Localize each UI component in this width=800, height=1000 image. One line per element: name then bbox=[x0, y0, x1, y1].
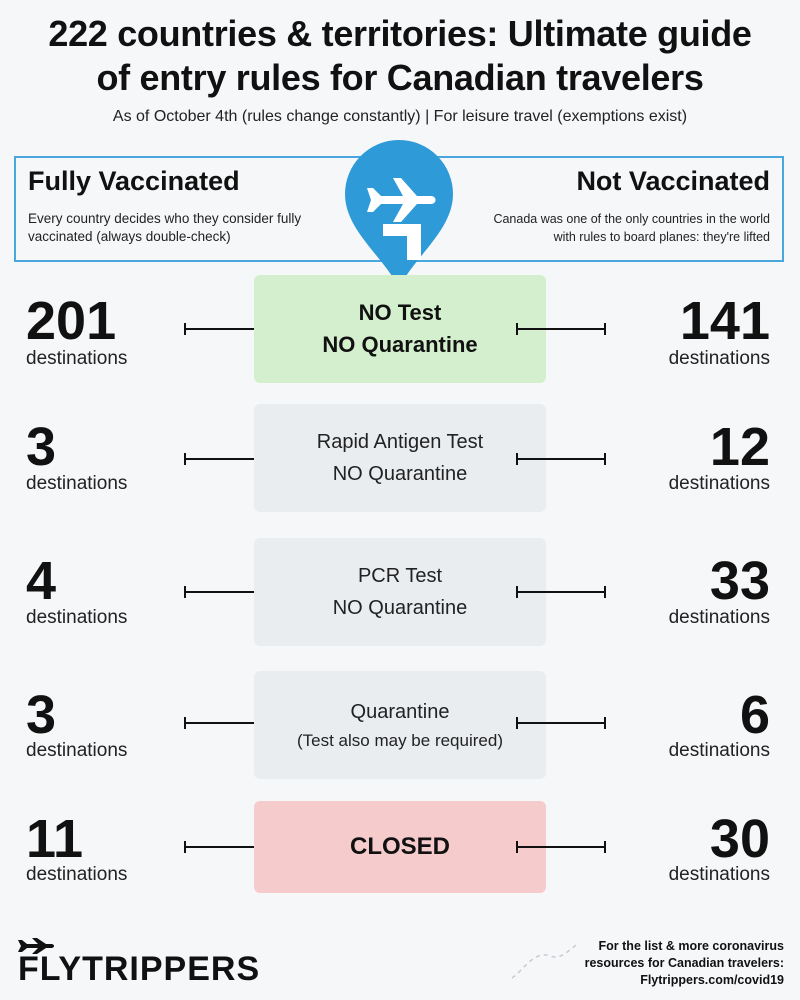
vaccinated-unit-label: destinations bbox=[26, 864, 128, 885]
unvaccinated-unit-label: destinations bbox=[668, 348, 770, 369]
vaccinated-description: Every country decides who they consider fully vaccinated (always double-check) bbox=[28, 211, 302, 244]
vaccinated-heading: Fully Vaccinated bbox=[28, 166, 240, 196]
unvaccinated-unit-label: destinations bbox=[668, 473, 770, 494]
unvaccinated-unit-label: destinations bbox=[668, 864, 770, 885]
rule-line-2: NO Quarantine bbox=[332, 463, 468, 485]
rule-line-2: NO Quarantine bbox=[332, 597, 468, 619]
footer-line-2: resources for Canadian travelers: bbox=[584, 956, 784, 970]
rule-box-rapid-antigen bbox=[254, 404, 546, 512]
title-line-2: of entry rules for Canadian travelers bbox=[96, 57, 704, 98]
rule-line-1: CLOSED bbox=[349, 833, 450, 860]
vaccinated-count: 4 bbox=[26, 551, 57, 611]
unvaccinated-count: 33 bbox=[709, 551, 770, 611]
vaccinated-unit-label: destinations bbox=[26, 348, 128, 369]
rule-line-2: (Test also may be required) bbox=[297, 731, 503, 750]
right-connector bbox=[516, 328, 606, 330]
rule-line-2: NO Quarantine bbox=[322, 332, 478, 357]
unvaccinated-count: 141 bbox=[679, 291, 770, 351]
vaccinated-unit-label: destinations bbox=[26, 740, 128, 761]
unvaccinated-count: 30 bbox=[709, 809, 770, 869]
rule-box-quarantine bbox=[254, 671, 546, 779]
footer-line-1: For the list & more coronavirus bbox=[598, 939, 784, 953]
page-title bbox=[0, 12, 800, 100]
vaccinated-count: 11 bbox=[26, 809, 84, 869]
right-connector bbox=[516, 591, 606, 593]
vaccinated-unit-label: destinations bbox=[26, 473, 128, 494]
unvaccinated-count: 6 bbox=[739, 685, 770, 745]
rule-box-pcr-test bbox=[254, 538, 546, 646]
unvaccinated-count: 12 bbox=[709, 417, 770, 477]
vaccinated-unit-label: destinations bbox=[26, 607, 128, 628]
rule-line-1: Quarantine bbox=[350, 701, 450, 723]
footer-note bbox=[524, 938, 784, 989]
title-line-1: 222 countries & territories: Ultimate guide bbox=[48, 13, 752, 54]
unvaccinated-unit-label: destinations bbox=[668, 740, 770, 761]
rule-line-1: PCR Test bbox=[357, 565, 443, 587]
airplane-pin-icon bbox=[343, 138, 455, 290]
not-vaccinated-heading: Not Vaccinated bbox=[576, 166, 770, 196]
vaccinated-count: 3 bbox=[26, 685, 57, 745]
rule-line-1: Rapid Antigen Test bbox=[316, 431, 484, 453]
brand-logo: FLYTRIPPERS bbox=[18, 950, 261, 988]
vaccinated-count: 3 bbox=[26, 417, 57, 477]
right-connector bbox=[516, 846, 606, 848]
footer-link[interactable]: Flytrippers.com/covid19 bbox=[640, 973, 784, 987]
rule-line-1: NO Test bbox=[358, 300, 442, 325]
vaccinated-count: 201 bbox=[26, 291, 117, 351]
rule-box-closed bbox=[254, 801, 546, 893]
not-vaccinated-description: Canada was one of the only countries in the world with rules to board planes: they're lifted bbox=[493, 212, 770, 244]
right-connector bbox=[516, 722, 606, 724]
subtitle: As of October 4th (rules change constantly) | For leisure travel (exemptions exist) bbox=[112, 108, 688, 125]
unvaccinated-unit-label: destinations bbox=[668, 607, 770, 628]
rule-box-no-test bbox=[254, 275, 546, 383]
right-connector bbox=[516, 458, 606, 460]
